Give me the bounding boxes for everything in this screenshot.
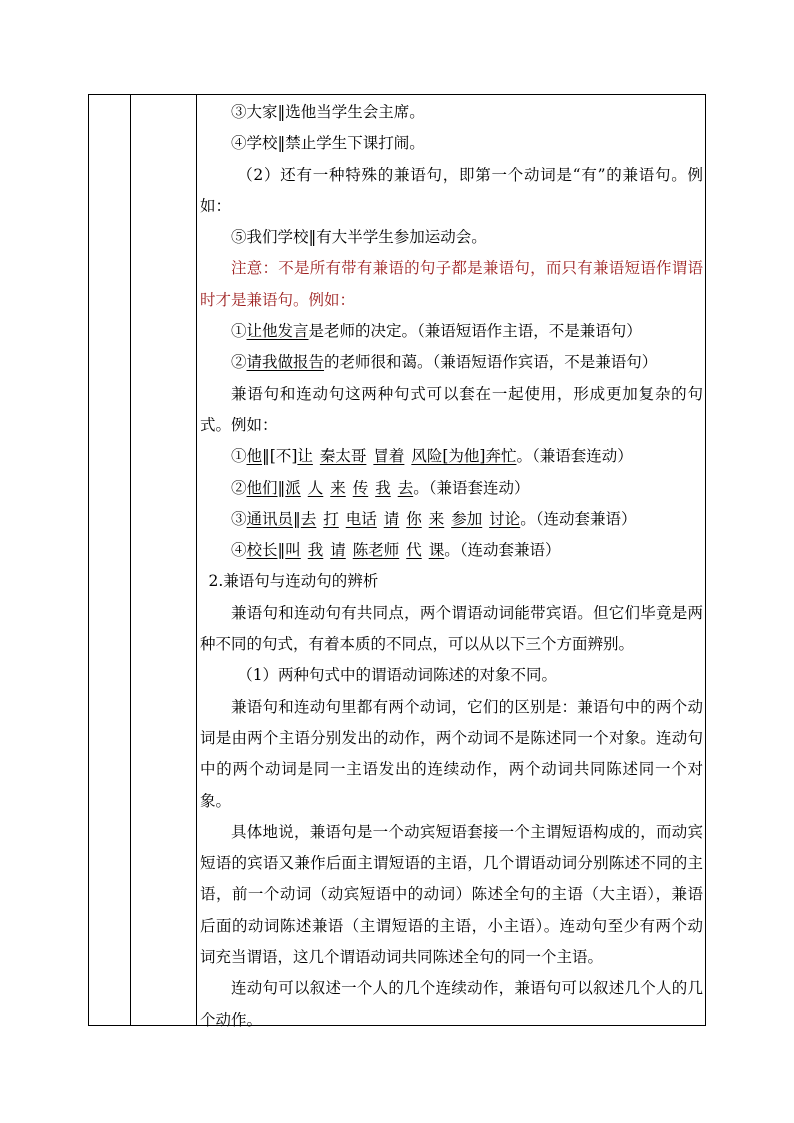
underlined-phrase: 请我做报告: [246, 353, 325, 372]
distinction-paragraph: 兼语句和连动句有共同点，两个谓语动词能带宾语。但它们毕竟是两种不同的句式，有着本质的不同点，可以从以下三个方面辨别。: [200, 603, 703, 654]
point-1-heading: （1）两种句式中的谓语动词陈述的对象不同。: [237, 666, 558, 685]
content-cell: [200, 97, 703, 1036]
column-divider-2: [196, 95, 197, 1025]
note-example-1: ①让他发言是老师的决定。（兼语短语作主语，不是兼语句）: [231, 322, 642, 341]
example-4: ④学校‖禁止学生下课打闹。: [231, 134, 425, 153]
example-5: ⑤我们学校‖有大半学生参加运动会。: [231, 228, 487, 247]
difference-paragraph: 兼语句和连动句里都有两个动词，它们的区别是：兼语句中的两个动词是由两个主语分别发出的动作，两个动词不是陈述同一个对象。连动句中的两个动词是同一主语发出的连续动作，两个动词共同陈述同一个对象。: [200, 697, 703, 810]
section-heading: 2.兼语句与连动句的辨析: [208, 572, 379, 591]
combined-example-1: ①他‖[不]让 秦太哥 冒着 风险[为他]奔忙。（兼语套连动）: [231, 447, 633, 466]
note-paragraph: 注意：不是所有带有兼语的句子都是兼语句，而只有兼语短语作谓语时才是兼语句。例如：: [200, 259, 703, 309]
detail-paragraph: 具体地说，兼语句是一个动宾短语套接一个主谓短语构成的，而动宾短语的宾语又兼作后面主谓短语的主语，几个谓语动词分别陈述不同的主语，前一个动词（动宾短语中的动词）陈述全句的主语（大主语），兼语后面的动词陈述兼语（主谓短语的主语，小主语）。连动句至少有两个动词充当谓语，这几个谓语动词共同陈述全句的同一个主语。: [200, 822, 703, 967]
combined-example-3: ③通讯员‖去 打 电话 请 你 来 参加 讨论。（连动套兼语）: [231, 509, 637, 528]
underlined-phrase: 让他发言: [246, 322, 309, 341]
note-example-2: ②请我做报告的老师很和蔼。（兼语短语作宾语，不是兼语句）: [231, 353, 658, 372]
combined-example-2: ②他们‖派 人 来 传 我 去。（兼语套连动）: [231, 478, 530, 497]
example-3: ③大家‖选他当学生会主席。: [231, 103, 425, 121]
combined-example-4: ④校长‖叫 我 请 陈老师 代 课。（连动套兼语）: [231, 541, 561, 560]
special-pivot-paragraph: （2）还有一种特殊的兼语句，即第一个动词是“有”的兼语句。例如：: [200, 165, 703, 215]
column-divider-1: [130, 95, 131, 1025]
combine-paragraph: 兼语句和连动句这两种句式可以套在一起使用，形成更加复杂的句式。例如：: [200, 384, 703, 434]
summary-paragraph: 连动句可以叙述一个人的几个连续动作，兼语句可以叙述几个人的几个动作。: [200, 979, 703, 1029]
